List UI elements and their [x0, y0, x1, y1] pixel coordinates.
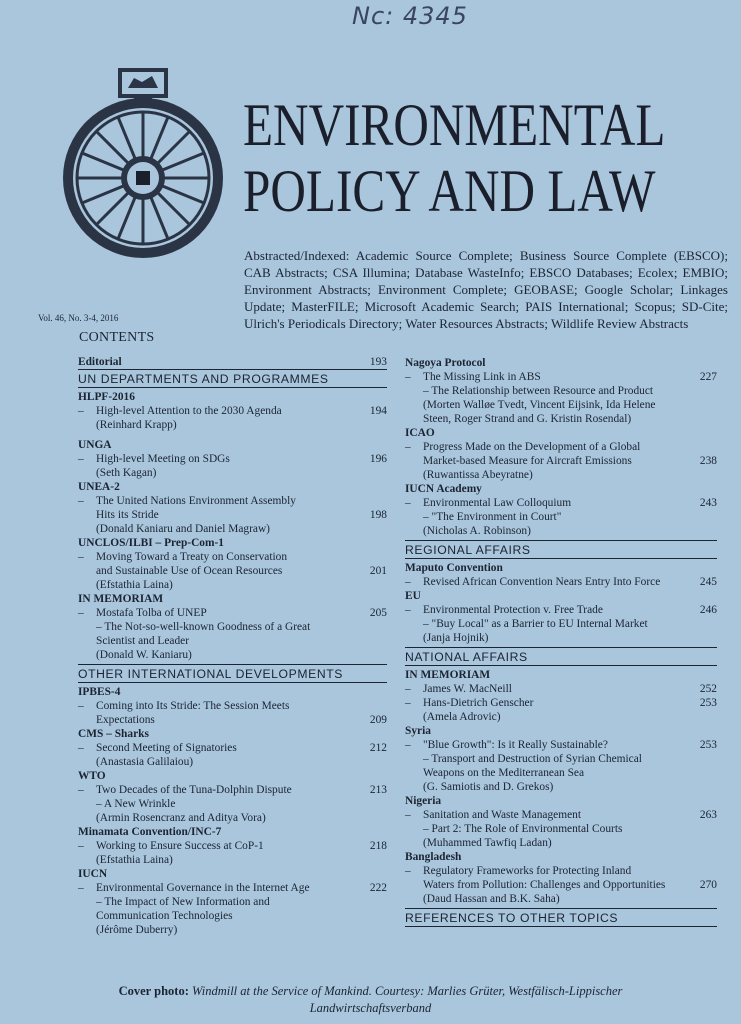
toc-heading: Nigeria — [405, 795, 442, 807]
entry-author: (Daud Hassan and B.K. Saha) — [423, 893, 560, 905]
entry-title: Moving Toward a Treaty on Conservation — [96, 551, 288, 563]
toc-entry: – Environmental Protection v. Free Trade 246 – "Buy Local" as a Barrier to EU Internal Market (Janja Hojnik) — [405, 604, 717, 644]
toc-entry: – Progress Made on the Development of a Global Market-based Measure for Aircraft Emissions 238 (Ruwantissa Abeyratne) — [405, 441, 717, 481]
toc-heading: UNEA-2 — [78, 481, 120, 493]
toc-heading: Minamata Convention/INC-7 — [78, 826, 222, 838]
page-number: 193 — [369, 356, 387, 368]
toc-heading: IPBES-4 — [78, 686, 121, 698]
entry-title: Environmental Protection v. Free Trade — [423, 604, 603, 616]
section-other-international: OTHER INTERNATIONAL DEVELOPMENTS — [78, 664, 387, 683]
entry-author: (Janja Hojnik) — [423, 632, 489, 644]
toc-entry: – Coming into Its Stride: The Session Meets Expectations 209 — [78, 700, 387, 726]
entry-title: Second Meeting of Signatories — [96, 742, 237, 754]
entry-subtitle: – Transport and Destruction of Syrian Chemical — [423, 753, 642, 765]
entry-subtitle: Scientist and Leader — [96, 635, 189, 647]
entry-subtitle: – A New Wrinkle — [96, 798, 176, 810]
page-number: 213 — [369, 784, 387, 796]
entry-author: (Anastasia Galilaiou) — [96, 756, 194, 768]
entry-author: (Efstathia Laina) — [96, 579, 173, 591]
handwritten-note: Nc: 4345 — [352, 2, 468, 30]
entry-author: (Muhammed Tawfiq Ladan) — [423, 837, 552, 849]
toc-heading: IUCN — [78, 868, 108, 880]
toc-heading: UNCLOS/ILBI – Prep-Com-1 — [78, 537, 224, 549]
section-national-affairs: NATIONAL AFFAIRS — [405, 647, 717, 666]
toc-entry: – Sanitation and Waste Management 263 – Part 2: The Role of Environmental Courts (Muhammed Tawfiq Ladan) — [405, 809, 717, 849]
toc-heading: EU — [405, 590, 421, 602]
toc-entry: – Environmental Law Colloquium 243 – "The Environment in Court" (Nicholas A. Robinson) — [405, 497, 717, 537]
entry-title: James W. MacNeill — [423, 683, 512, 695]
toc-entry: – Hans-Dietrich Genscher 253 (Amela Adrovic) — [405, 697, 717, 723]
cover-text-1: Windmill at the Service of Mankind. Courtesy: Marlies Grüter, Westfälisch-Lippischer — [192, 984, 623, 998]
entry-subtitle: – The Impact of New Information and — [96, 896, 270, 908]
toc-entry: – Regulatory Frameworks for Protecting Inland Waters from Pollution: Challenges and Opportunities 270 (Daud Hassan and B.K. Saha) — [405, 865, 717, 905]
entry-subtitle: – Part 2: The Role of Environmental Courts — [423, 823, 623, 835]
toc-entry: – James W. MacNeill 252 — [405, 683, 717, 695]
toc-heading: UNGA — [78, 439, 112, 451]
entry-title: The United Nations Environment Assembly — [96, 495, 296, 507]
entry-title: Mostafa Tolba of UNEP — [96, 607, 207, 619]
entry-title: High-level Attention to the 2030 Agenda — [96, 405, 282, 417]
entry-title: Expectations — [96, 714, 155, 726]
toc-heading: Maputo Convention — [405, 562, 503, 574]
toc-entry: – Mostafa Tolba of UNEP 205 – The Not-so-well-known Goodness of a Great Scientist and Leader (Donald W. Kaniaru) — [78, 607, 387, 661]
entry-author: (Efstathia Laina) — [96, 854, 173, 866]
toc-entry: – Revised African Convention Nears Entry Into Force 245 — [405, 576, 717, 588]
journal-title — [243, 92, 665, 224]
entry-subtitle: Weapons on the Mediterranean Sea — [423, 767, 585, 779]
page-number: 218 — [369, 840, 387, 852]
entry-title: Regulatory Frameworks for Protecting Inland — [423, 865, 632, 877]
entry-title: Progress Made on the Development of a Global — [423, 441, 641, 453]
page-number: 253 — [699, 739, 717, 751]
page-number: 194 — [369, 405, 387, 417]
contents-heading: CONTENTS — [79, 330, 155, 345]
page-number: 253 — [699, 697, 717, 709]
abstracted-indexed-text: Abstracted/Indexed: Academic Source Complete; Business Source Complete (EBSCO); CAB Abstracts; CSA Illumina; Database WasteInfo; EBSCO Databases; Ecolex; EMBIO; Environment Abstracts; Environment Complete; GEOBASE; Google Scholar; Linkages Update; MasterFILE; Microsoft Academic Search; PAIS International; Scopus; SD-Cite; Ulrich's Periodicals Directory; Water Resources Abstracts; Wildlife Review Abstracts — [244, 248, 728, 331]
editorial-label: Editorial — [78, 356, 122, 368]
page-number: 198 — [369, 509, 387, 521]
toc-heading: IN MEMORIAM — [78, 593, 164, 605]
page-number: 246 — [699, 604, 717, 616]
entry-title: Market-based Measure for Aircraft Emissions — [423, 455, 632, 467]
page-number: 270 — [699, 879, 717, 891]
page-number: 201 — [369, 565, 387, 577]
toc-entry: – Moving Toward a Treaty on Conservation and Sustainable Use of Ocean Resources 201 (Efstathia Laina) — [78, 551, 387, 591]
toc-heading: WTO — [78, 770, 106, 782]
toc-entry: – Working to Ensure Success at CoP-1 218 (Efstathia Laina) — [78, 840, 387, 866]
toc-heading: Bangladesh — [405, 851, 462, 863]
page-number: 245 — [699, 576, 717, 588]
cover-text-2: Landwirtschaftsverband — [309, 1001, 432, 1015]
toc-entry: – High-level Attention to the 2030 Agenda 194 (Reinhard Krapp) — [78, 405, 387, 431]
title-line-2: POLICY AND LAW — [243, 158, 656, 224]
entry-author: (Reinhard Krapp) — [96, 419, 177, 431]
entry-author: (Amela Adrovic) — [423, 711, 501, 723]
entry-author: (Armin Rosencranz and Aditya Vora) — [96, 812, 266, 824]
contents-left-column — [78, 355, 387, 937]
cover-photo-credit — [0, 983, 741, 1017]
entry-title: Hits its Stride — [96, 509, 159, 521]
page-number: 238 — [699, 455, 717, 467]
entry-author: (Jérôme Duberry) — [96, 924, 178, 936]
toc-heading: IN MEMORIAM — [405, 669, 491, 681]
page-number: 252 — [699, 683, 717, 695]
section-regional-affairs: REGIONAL AFFAIRS — [405, 540, 717, 559]
entry-title: Environmental Governance in the Internet Age — [96, 882, 310, 894]
entry-author: (Seth Kagan) — [96, 467, 157, 479]
section-un-departments: UN DEPARTMENTS AND PROGRAMMES — [78, 370, 387, 388]
entry-title: Sanitation and Waste Management — [423, 809, 581, 821]
page-number: 263 — [699, 809, 717, 821]
entry-subtitle: – "The Environment in Court" — [423, 511, 562, 523]
toc-heading: HLPF-2016 — [78, 391, 135, 403]
entry-subtitle: – The Relationship between Resource and Product — [423, 385, 654, 397]
contents-right-column — [405, 356, 717, 929]
toc-entry: – Two Decades of the Tuna-Dolphin Dispute 213 – A New Wrinkle (Armin Rosencranz and Aditya Vora) — [78, 784, 387, 824]
entry-title: Environmental Law Colloquium — [423, 497, 572, 509]
entry-author: (G. Samiotis and D. Grekos) — [423, 781, 554, 793]
page-number: 196 — [369, 453, 387, 465]
entry-subtitle: – The Not-so-well-known Goodness of a Great — [96, 621, 311, 633]
entry-title: High-level Meeting on SDGs — [96, 453, 230, 465]
toc-heading: ICAO — [405, 427, 435, 439]
entry-title: Revised African Convention Nears Entry Into Force — [423, 576, 661, 588]
entry-title: The Missing Link in ABS — [423, 371, 541, 383]
entry-author: (Donald Kaniaru and Daniel Magraw) — [96, 523, 270, 535]
journal-emblem-icon — [60, 66, 226, 262]
toc-entry: – Second Meeting of Signatories 212 (Anastasia Galilaiou) — [78, 742, 387, 768]
entry-title: Working to Ensure Success at CoP-1 — [96, 840, 264, 852]
toc-entry: – The Missing Link in ABS 227 – The Relationship between Resource and Product (Morten Walløe Tvedt, Vincent Eijsink, Ida Helene Steen, Roger Strand and G. Kristin Rosendal) — [405, 371, 717, 425]
toc-entry: – The United Nations Environment Assembly Hits its Stride 198 (Donald Kaniaru and Daniel Magraw) — [78, 495, 387, 535]
entry-title: Two Decades of the Tuna-Dolphin Dispute — [96, 784, 292, 796]
entry-title: "Blue Growth": Is it Really Sustainable? — [423, 739, 608, 751]
entry-title: and Sustainable Use of Ocean Resources — [96, 565, 283, 577]
toc-heading: CMS – Sharks — [78, 728, 149, 740]
toc-heading: Nagoya Protocol — [405, 357, 486, 369]
page-number: 205 — [369, 607, 387, 619]
editorial-row — [78, 355, 387, 370]
title-line-1: ENVIRONMENTAL — [243, 92, 666, 158]
toc-heading: IUCN Academy — [405, 483, 482, 495]
toc-heading: Syria — [405, 725, 431, 737]
page-number: 209 — [369, 714, 387, 726]
entry-title: Waters from Pollution: Challenges and Opportunities — [423, 879, 666, 891]
cover-label: Cover photo: — [118, 984, 189, 998]
entry-title: Hans-Dietrich Genscher — [423, 697, 534, 709]
page-number: 227 — [699, 371, 717, 383]
entry-author: (Ruwantissa Abeyratne) — [423, 469, 533, 481]
entry-subtitle: Communication Technologies — [96, 910, 233, 922]
page-number: 222 — [369, 882, 387, 894]
volume-info: Vol. 46, No. 3-4, 2016 — [38, 313, 119, 323]
entry-author: (Donald W. Kaniaru) — [96, 649, 192, 661]
page-number: 212 — [369, 742, 387, 754]
section-references: REFERENCES TO OTHER TOPICS — [405, 908, 717, 927]
page-number: 243 — [699, 497, 717, 509]
entry-title: Coming into Its Stride: The Session Meets — [96, 700, 290, 712]
entry-author: (Nicholas A. Robinson) — [423, 525, 531, 537]
entry-subtitle: – "Buy Local" as a Barrier to EU Internal Market — [423, 618, 648, 630]
toc-entry: – "Blue Growth": Is it Really Sustainable? 253 – Transport and Destruction of Syrian Chemical Weapons on the Mediterranean Sea (G. Samiotis and D. Grekos) — [405, 739, 717, 793]
entry-author: Steen, Roger Strand and G. Kristin Rosendal) — [423, 413, 632, 425]
toc-entry: – Environmental Governance in the Internet Age 222 – The Impact of New Information and Communication Technologies (Jérôme Duberry) — [78, 882, 387, 936]
entry-author: (Morten Walløe Tvedt, Vincent Eijsink, Ida Helene — [423, 399, 656, 411]
toc-entry: – High-level Meeting on SDGs 196 (Seth Kagan) — [78, 453, 387, 479]
